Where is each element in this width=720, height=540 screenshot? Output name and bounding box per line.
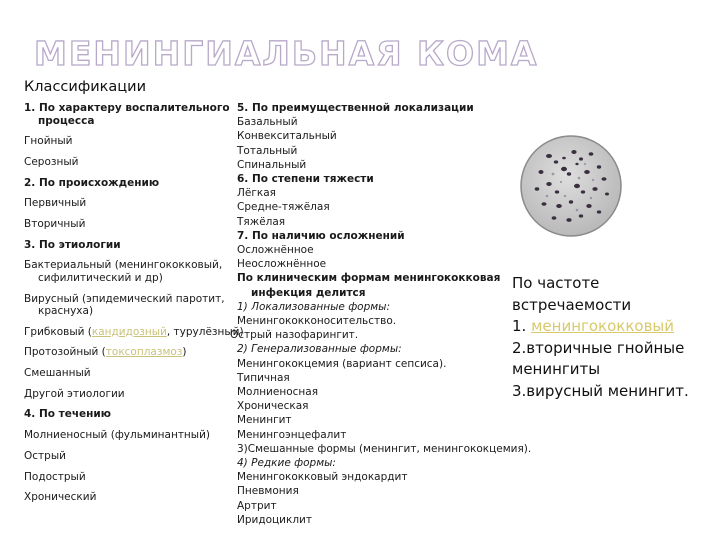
item-secondary: Вторичный	[24, 217, 86, 230]
item-rare-forms: 4) Редкие формы:	[237, 457, 336, 470]
frequency-line-3-prefix: 1.	[512, 317, 532, 335]
item-meningococcemia: Менингококцемия (вариант сепсиса).	[237, 357, 447, 370]
item-serous: Серозный	[24, 155, 79, 168]
item-fulminant: Молниеносный (фульминантный)	[24, 429, 211, 442]
item-primary: Первичный	[24, 197, 87, 210]
item-chronic-form: Хроническая	[237, 400, 309, 413]
heading-severity: 6. По степени тяжести	[237, 173, 374, 186]
item-total: Тотальный	[237, 144, 298, 157]
item-protozoal	[24, 346, 244, 359]
slide-title: МЕНИНГИАЛЬНАЯ КОМА	[34, 34, 539, 73]
item-mild: Лёгкая	[237, 187, 276, 200]
item-bacterial-cont: сифилитический и др)	[38, 271, 163, 284]
frequency-line-2: встречаемости	[512, 295, 632, 314]
item-lightning: Молниеносная	[237, 386, 319, 399]
item-complicated: Осложнённое	[237, 244, 314, 257]
heading-complications: 7. По наличию осложнений	[237, 229, 405, 242]
item-endocarditis: Менингококковый эндокардит	[237, 471, 408, 484]
heading-clinical-forms: По клиническим формам менингококковая	[237, 272, 501, 285]
heading-inflammation: 1. По характеру воспалительного	[24, 102, 230, 114]
item-arthritis: Артрит	[237, 499, 277, 512]
item-localized-forms: 1) Локализованные формы:	[237, 300, 391, 313]
item-acute: Острый	[24, 449, 66, 462]
item-iridocyclitis: Иридоциклит	[237, 513, 312, 526]
heading-origin: 2. По происхождению	[24, 176, 160, 189]
heading-etiology: 3. По этиологии	[24, 238, 121, 251]
item-carrier: Менингококконосительство.	[237, 315, 397, 328]
protozoal-prefix: Протозойный (	[24, 346, 106, 359]
item-bacterial: Бактериальный (менингококковый,	[24, 259, 223, 272]
heading-localization: 5. По преимущественной локализации	[237, 102, 474, 114]
item-typical: Типичная	[237, 371, 290, 384]
item-pneumonia: Пневмония	[237, 485, 299, 498]
item-purulent: Гнойный	[24, 135, 73, 148]
frequency-highlight: менингококковый	[531, 317, 675, 335]
frequency-block	[512, 273, 689, 402]
slide-subtitle: Классификации	[24, 79, 146, 95]
item-convex: Конвекситальный	[237, 130, 337, 143]
fungal-suffix: , турулёзный)	[166, 325, 244, 338]
frequency-line-6: 3.вирусный менингит.	[512, 381, 689, 400]
item-meningitis: Менингит	[237, 414, 292, 427]
protozoal-highlight: токсоплазмоз	[105, 346, 183, 359]
middle-column	[230, 101, 532, 527]
left-column	[24, 102, 244, 504]
item-subacute: Подострый	[24, 470, 86, 483]
heading-course: 4. По течению	[24, 408, 111, 421]
fungal-highlight: кандидозный	[91, 325, 167, 338]
item-uncomplicated: Неосложнённое	[237, 258, 327, 271]
item-viral-cont: краснуха)	[38, 305, 94, 317]
frequency-line-3	[512, 316, 689, 338]
heading-inflammation-cont: процесса	[38, 114, 95, 127]
frequency-line-1: По частоте	[512, 274, 600, 292]
fungal-prefix: Грибковый (	[24, 325, 92, 338]
heading-clinical-forms-cont: инфекция делится	[251, 286, 366, 299]
protozoal-suffix: )	[182, 346, 187, 359]
item-other: Другой этиологии	[24, 387, 125, 400]
item-spinal: Спинальный	[237, 158, 307, 171]
item-mixed-forms: 3)Смешанные формы (менингит, менингококцемия).	[237, 442, 532, 455]
item-meningoencephalitis: Менингоэнцефалит	[237, 428, 347, 441]
item-severe: Тяжёлая	[237, 215, 286, 228]
item-generalized-forms: 2) Генерализованные формы:	[237, 343, 402, 356]
item-nasopharyngitis: Острый назофарингит.	[230, 329, 359, 342]
item-mixed: Смешанный	[24, 367, 91, 380]
item-chronic: Хронический	[24, 491, 97, 504]
item-fungal	[24, 326, 244, 339]
micrograph-image	[519, 134, 623, 238]
item-viral: Вирусный (эпидемический паротит,	[24, 292, 225, 305]
item-moderate: Средне-тяжёлая	[237, 201, 330, 214]
frequency-line-4: 2.вторичные гнойные	[512, 338, 685, 357]
item-basal: Базальный	[237, 116, 298, 129]
frequency-line-5: менингиты	[512, 360, 601, 378]
